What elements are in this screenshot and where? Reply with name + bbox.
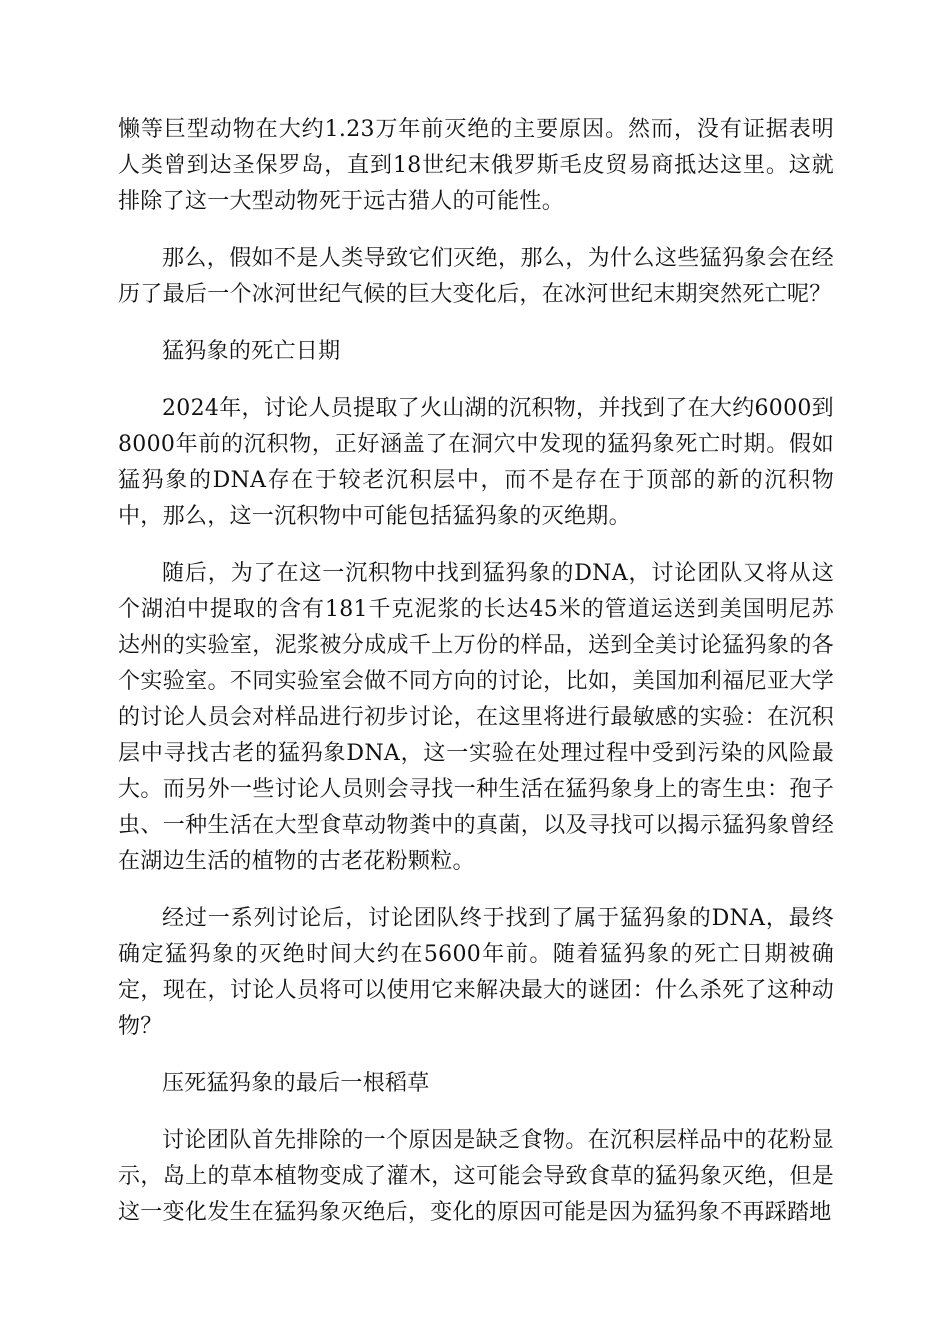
document-page — [118, 112, 834, 1252]
section-heading-mammoth-death-date: 猛犸象的死亡日期 — [162, 339, 341, 364]
paragraph-5: 经过一系列讨论后，讨论团队终于找到了属于猛犸象的DNA，最终确定猛犸象的灭绝时间大约在5600年前。随着猛犸象的死亡日期被确定，现在，讨论人员将可以使用它来解决最大的谜团：什么杀死了这种动物？ — [118, 906, 834, 1039]
paragraph-6: 讨论团队首先排除的一个原因是缺乏食物。在沉积层样品中的花粉显示，岛上的草本植物变成了灌木，这可能会导致食草的猛犸象灭绝，但是这一变化发生在猛犸象灭绝后，变化的原因可能是因为猛犸象不再踩踏地 — [118, 1128, 834, 1225]
section-heading-last-straw: 压死猛犸象的最后一根稻草 — [162, 1071, 430, 1096]
paragraph-1: 懒等巨型动物在大约1.23万年前灭绝的主要原因。然而，没有证据表明人类曾到达圣保罗岛，直到18世纪末俄罗斯毛皮贸易商抵达这里。这就排除了这一大型动物死于远古猎人的可能性。 — [118, 117, 834, 214]
paragraph-4: 随后，为了在这一沉积物中找到猛犸象的DNA，讨论团队又将从这个湖泊中提取的含有181千克泥浆的长达45米的管道运送到美国明尼苏达州的实验室，泥浆被分成成千上万份的样品，送到全美讨论猛犸象的各个实验室。不同实验室会做不同方向的讨论，比如，美国加利福尼亚大学的讨论人员会对样品进行初步讨论，在这里将进行最敏感的实验：在沉积层中寻找古老的猛犸象DNA，这一实验在处理过程中受到污染的风险最大。而另外一些讨论人员则会寻找一种生活在猛犸象身上的寄生虫：孢子虫、一种生活在大型食草动物粪中的真菌，以及寻找可以揭示猛犸象曾经在湖边生活的植物的古老花粉颗粒。 — [118, 561, 834, 874]
paragraph-3: 2024年，讨论人员提取了火山湖的沉积物，并找到了在大约6000到8000年前的沉积物，正好涵盖了在洞穴中发现的猛犸象死亡时期。假如猛犸象的DNA存在于较老沉积层中，而不是存在于顶部的新的沉积物中，那么，这一沉积物中可能包括猛犸象的灭绝期。 — [118, 396, 834, 529]
paragraph-2: 那么，假如不是人类导致它们灭绝，那么，为什么这些猛犸象会在经历了最后一个冰河世纪气候的巨大变化后，在冰河世纪末期突然死亡呢？ — [118, 246, 834, 307]
